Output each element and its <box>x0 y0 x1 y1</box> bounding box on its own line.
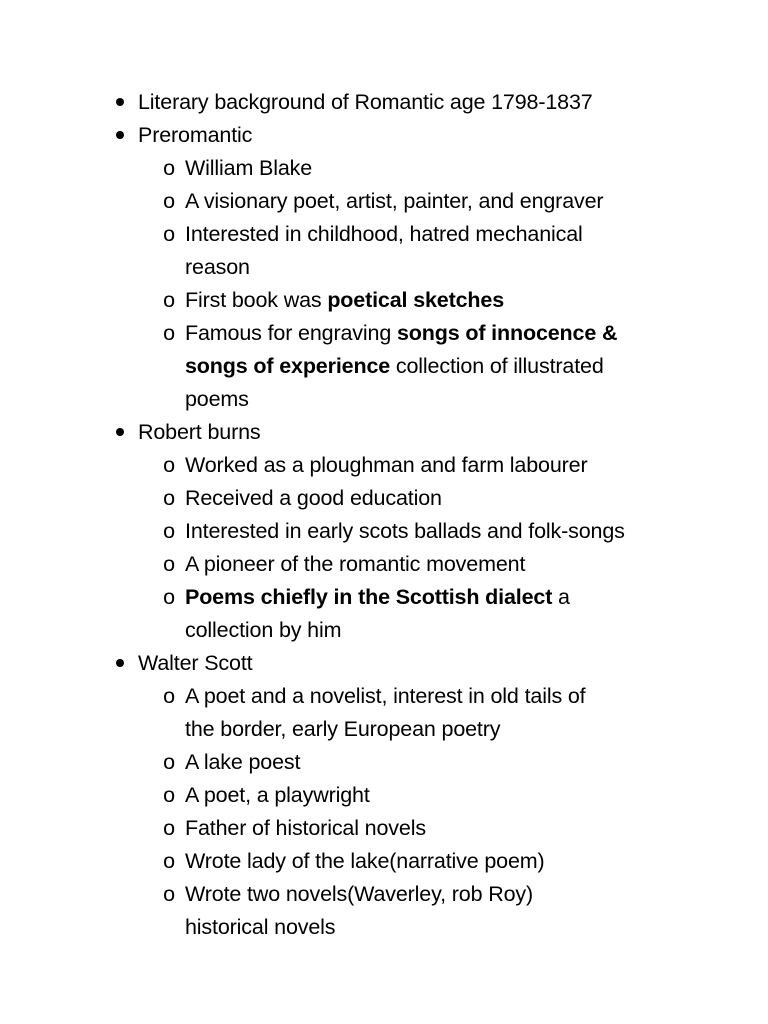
list-item-text <box>185 582 570 612</box>
list-item-text <box>185 747 300 777</box>
list-item-text <box>185 615 341 645</box>
text-run: a <box>552 585 570 609</box>
sub-list-item <box>0 780 768 813</box>
bold-text: poetical sketches <box>327 288 505 312</box>
text-run: collection by him <box>185 618 342 642</box>
list-item-continuation <box>0 384 768 417</box>
list-item-text <box>185 813 426 843</box>
bold-text: songs of experience <box>185 354 391 378</box>
text-run: First book was <box>185 288 328 312</box>
bold-text: Poems chiefly in the Scottish dialect <box>185 585 553 609</box>
text-run: A pioneer of the romantic movement <box>185 552 526 576</box>
list-item-text <box>138 120 252 150</box>
text-run: Received a good education <box>185 486 442 510</box>
list-item-text <box>138 87 593 117</box>
list-item-continuation <box>0 714 768 747</box>
sub-list-item <box>0 582 768 615</box>
sub-list-item <box>0 318 768 351</box>
bullet-dot-icon <box>113 417 127 447</box>
sub-list-item <box>0 219 768 252</box>
text-run: Wrote lady of the lake(narrative poem) <box>185 849 545 873</box>
list-item <box>0 120 768 153</box>
list-item-continuation <box>0 615 768 648</box>
circle-bullet-icon: o <box>163 453 175 477</box>
circle-bullet-icon: o <box>163 222 175 246</box>
list-item-text <box>185 285 504 315</box>
list-item <box>0 87 768 120</box>
circle-bullet-icon: o <box>163 750 175 774</box>
text-run: Interested in early scots ballads and folk-songs <box>185 519 625 543</box>
text-run: collection of illustrated <box>390 354 604 378</box>
list-item <box>0 648 768 681</box>
circle-bullet-icon: o <box>163 552 175 576</box>
list-item-continuation <box>0 351 768 384</box>
text-run: Wrote two novels(Waverley, rob Roy) <box>185 882 534 906</box>
text-run: Worked as a ploughman and farm labourer <box>185 453 588 477</box>
text-run: William Blake <box>185 156 313 180</box>
sub-list-item <box>0 747 768 780</box>
sub-list-item <box>0 879 768 912</box>
bullet-dot-icon <box>113 87 127 117</box>
list-item-text <box>138 648 253 678</box>
list-item-text <box>185 318 617 348</box>
sub-list-item <box>0 681 768 714</box>
bullet-list <box>0 87 768 945</box>
circle-bullet-icon: o <box>163 684 175 708</box>
text-run: poems <box>185 387 249 411</box>
bullet-dot-icon <box>113 120 127 150</box>
sub-list-item <box>0 516 768 549</box>
list-item-text <box>185 450 587 480</box>
sub-list-item <box>0 186 768 219</box>
text-run: Walter Scott <box>138 651 253 675</box>
sub-list-item <box>0 813 768 846</box>
text-run: A visionary poet, artist, painter, and engraver <box>185 189 604 213</box>
list-item-text <box>185 351 604 381</box>
list-item-text <box>185 912 335 942</box>
circle-bullet-icon: o <box>163 849 175 873</box>
text-run: reason <box>185 255 250 279</box>
list-item-text <box>185 219 583 249</box>
sub-list-item <box>0 450 768 483</box>
sub-list-item <box>0 483 768 516</box>
list-item-text <box>185 483 442 513</box>
text-run: A poet and a novelist, interest in old tails of <box>185 684 586 708</box>
sub-list-item <box>0 153 768 186</box>
list-item-text <box>185 252 250 282</box>
list-item-text <box>138 417 261 447</box>
circle-bullet-icon: o <box>163 882 175 906</box>
list-item-text <box>185 516 625 546</box>
list-item-text <box>185 384 249 414</box>
text-run: historical novels <box>185 915 336 939</box>
text-run: A poet, a playwright <box>185 783 370 807</box>
circle-bullet-icon: o <box>163 486 175 510</box>
list-item-text <box>185 879 533 909</box>
sub-list-item <box>0 846 768 879</box>
circle-bullet-icon: o <box>163 816 175 840</box>
text-run: Robert burns <box>138 420 261 444</box>
text-run: Famous for engraving <box>185 321 397 345</box>
circle-bullet-icon: o <box>163 783 175 807</box>
list-item-text <box>185 186 603 216</box>
list-item-continuation <box>0 252 768 285</box>
bold-text: songs of innocence & <box>396 321 618 345</box>
text-run: Preromantic <box>138 123 253 147</box>
list-item-text <box>185 846 545 876</box>
circle-bullet-icon: o <box>163 189 175 213</box>
text-run: Interested in childhood, hatred mechanical <box>185 222 583 246</box>
list-item-text <box>185 714 500 744</box>
list-item-text <box>185 549 525 579</box>
list-item-text <box>185 780 370 810</box>
circle-bullet-icon: o <box>163 321 175 345</box>
sub-list-item <box>0 549 768 582</box>
list-item-continuation <box>0 912 768 945</box>
circle-bullet-icon: o <box>163 585 175 609</box>
circle-bullet-icon: o <box>163 156 175 180</box>
text-run: Father of historical novels <box>185 816 426 840</box>
circle-bullet-icon: o <box>163 288 175 312</box>
text-run: the border, early European poetry <box>185 717 501 741</box>
bullet-dot-icon <box>113 648 127 678</box>
list-item-text <box>185 681 586 711</box>
text-run: A lake poest <box>185 750 301 774</box>
sub-list-item <box>0 285 768 318</box>
list-item-text <box>185 153 312 183</box>
text-run: Literary background of Romantic age 1798-1837 <box>138 90 593 114</box>
list-item <box>0 417 768 450</box>
circle-bullet-icon: o <box>163 519 175 543</box>
